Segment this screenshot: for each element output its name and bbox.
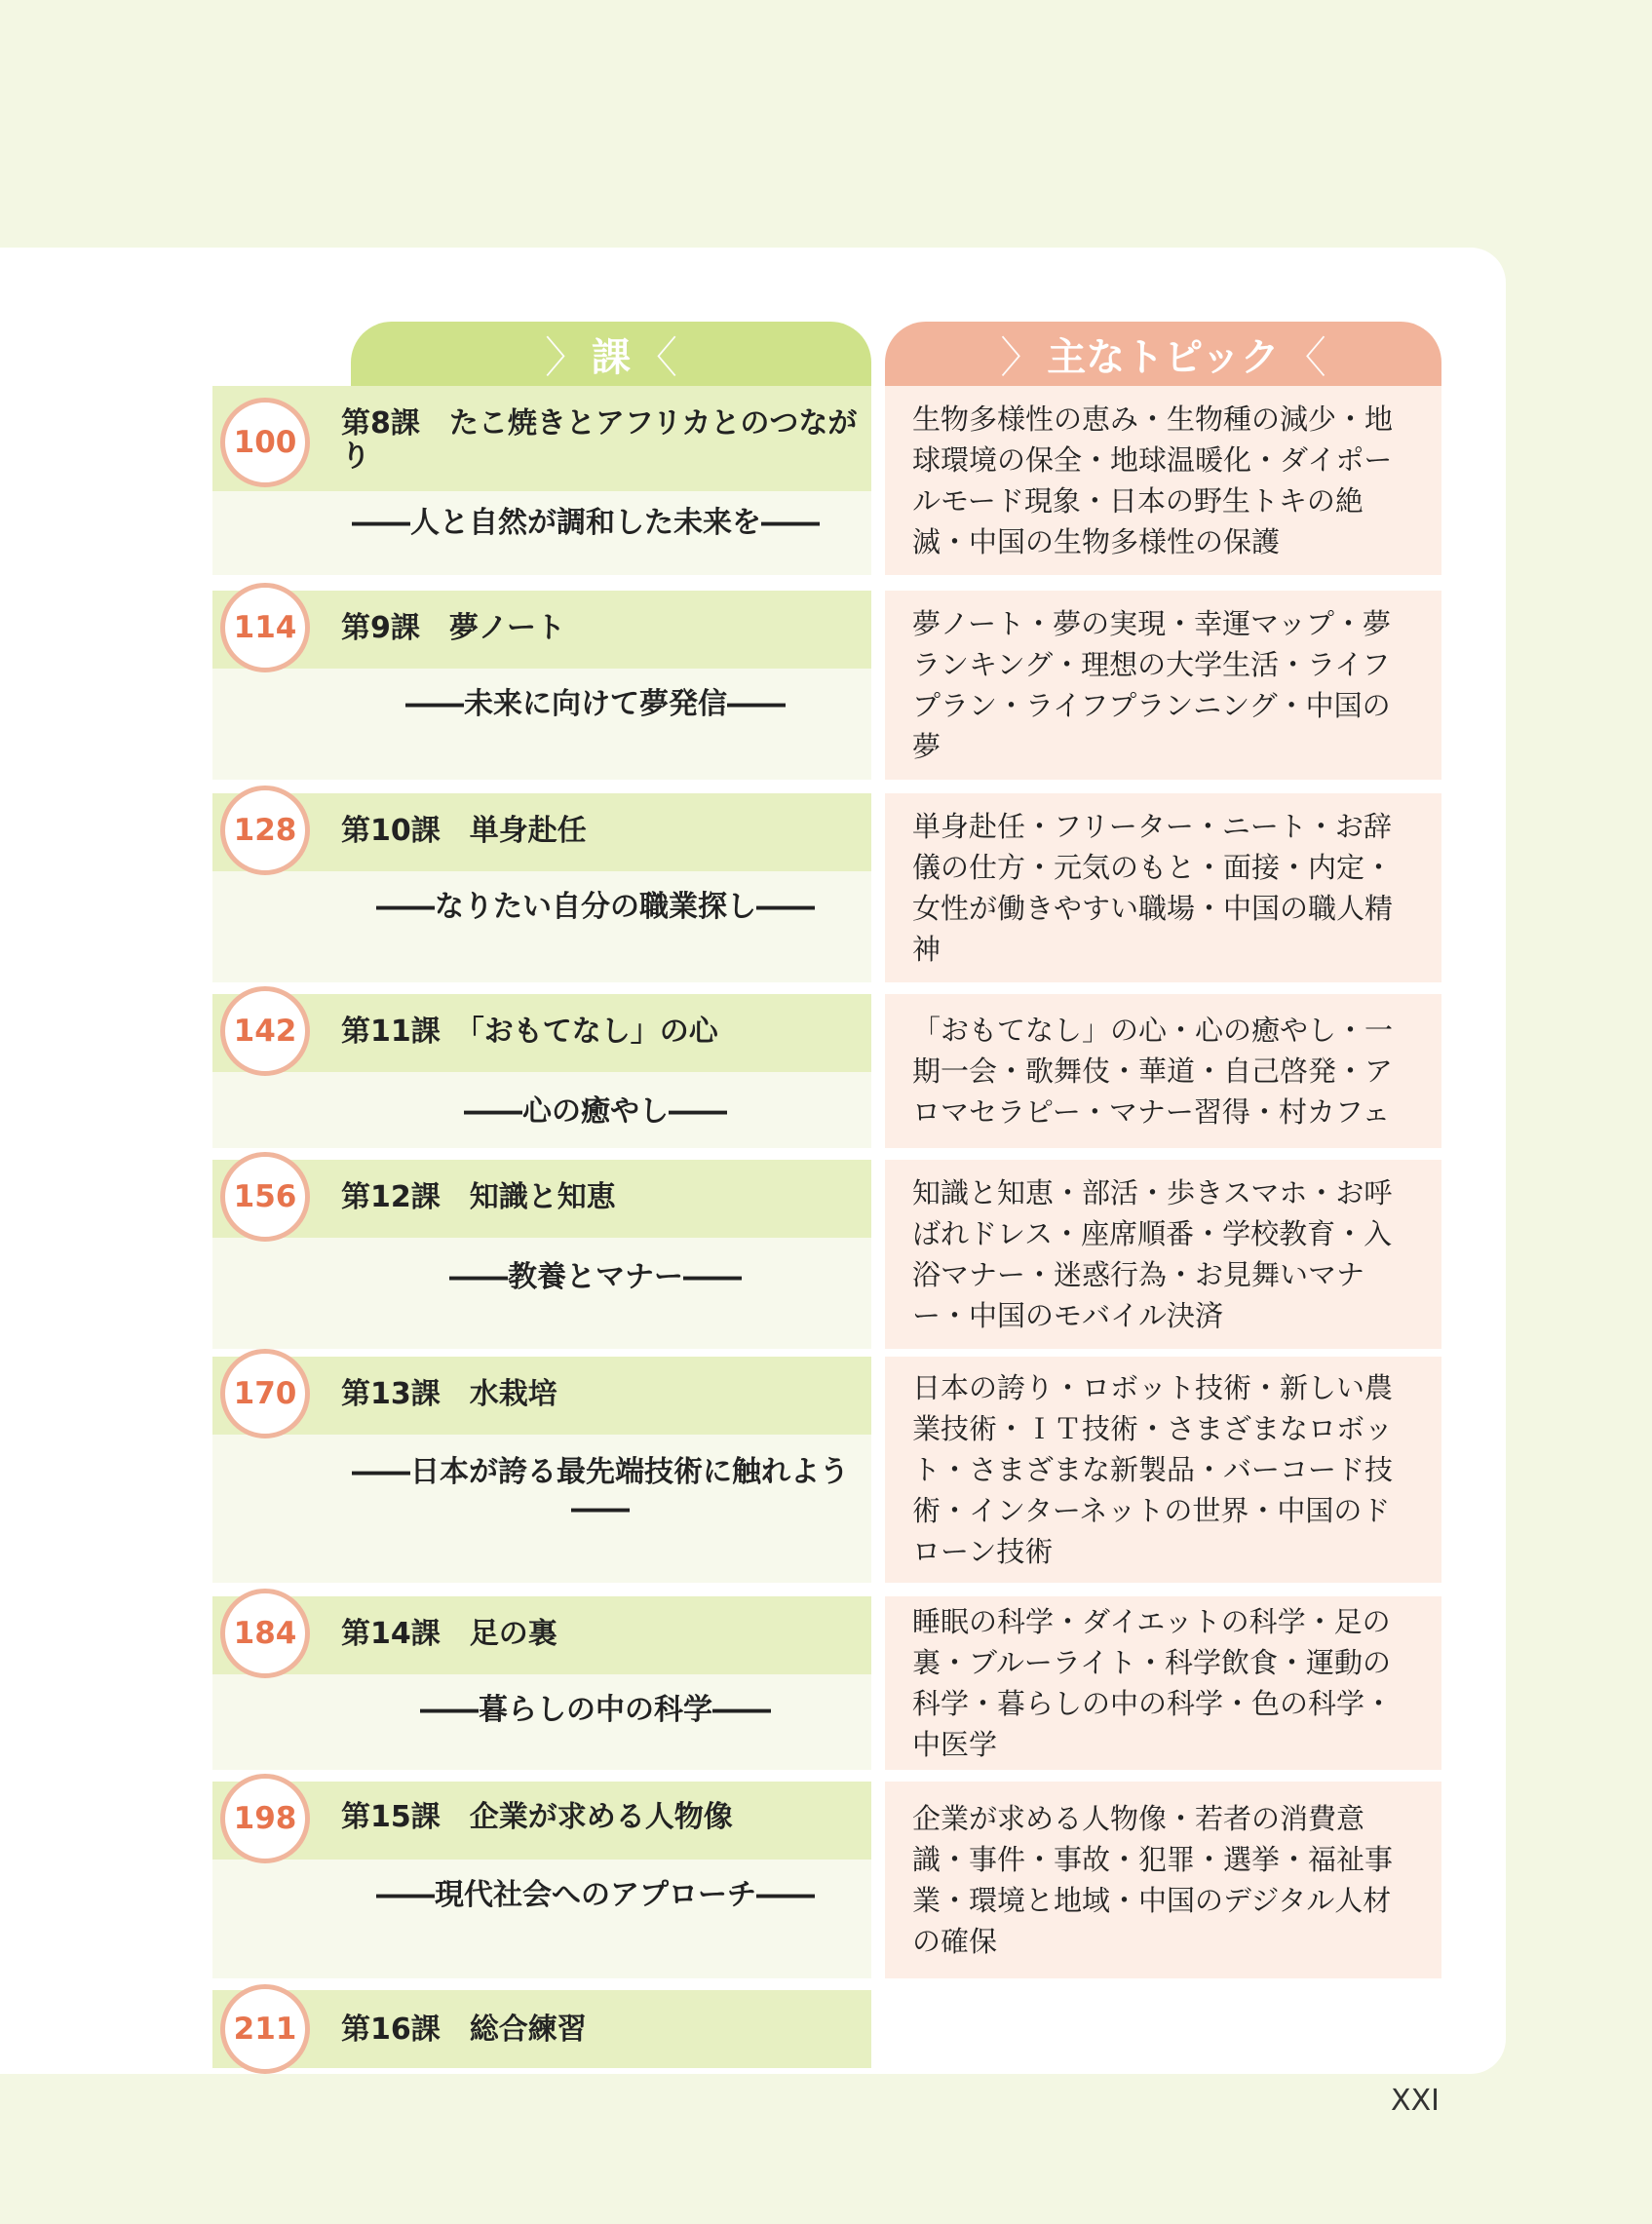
- topics-text: 知識と知恵・部活・歩きスマホ・お呼ばれドレス・座席順番・学校教育・入浴マナー・迷惑行為・お見舞いマナー・中国のモバイル決済: [912, 1176, 1393, 1332]
- lesson-cell[interactable]: [212, 793, 871, 982]
- topics-cell: [885, 1160, 1441, 1349]
- lesson-title: 第12課 知識と知恵: [341, 1180, 616, 1214]
- page-number-badge[interactable]: 170: [220, 1349, 310, 1438]
- lesson-cell[interactable]: [212, 1357, 871, 1583]
- page-number-badge[interactable]: 211: [220, 1984, 310, 2074]
- chevron-left-icon: 〈: [1283, 333, 1326, 383]
- page-number-badge[interactable]: 128: [220, 786, 310, 875]
- lesson-subtitle: ――暮らしの中の科学――: [420, 1693, 771, 1727]
- chevron-left-icon: 〈: [634, 333, 677, 383]
- lesson-title: 第8課 たこ焼きとアフリカとのつながり: [341, 406, 858, 474]
- lesson-cell[interactable]: [212, 1782, 871, 1978]
- lessons-header-label: 課: [592, 334, 631, 380]
- topics-cell: [885, 591, 1441, 780]
- lesson-cell[interactable]: [212, 386, 871, 575]
- topics-header: [885, 322, 1441, 386]
- lesson-title: 第10課 単身赴任: [341, 814, 587, 848]
- lesson-row: [0, 1160, 1652, 1349]
- lesson-title: 第11課 「おもてなし」の心: [341, 1015, 718, 1049]
- topics-text: 企業が求める人物像・若者の消費意識・事件・事故・犯罪・選挙・福祉事業・環境と地域・中国のデジタル人材の確保: [912, 1802, 1394, 1958]
- lesson-row: [0, 1782, 1652, 1978]
- topics-cell: [885, 1596, 1441, 1770]
- lesson-row: [0, 1596, 1652, 1770]
- lesson-title: 第9課 夢ノート: [341, 611, 565, 645]
- lesson-subtitle: ――人と自然が調和した未来を――: [352, 506, 820, 540]
- lesson-subtitle: ――心の癒やし――: [464, 1094, 727, 1129]
- topics-text: 単身赴任・フリーター・ニート・お辞儀の仕方・元気のもと・面接・内定・女性が働きやすい職場・中国の職人精神: [912, 810, 1394, 966]
- lesson-subtitle: ――現代社会へのアプローチ――: [376, 1878, 815, 1912]
- topics-text: 夢ノート・夢の実現・幸運マップ・夢ランキング・理想の大学生活・ライフプラン・ライフプランニング・中国の夢: [912, 607, 1391, 763]
- page-number-badge[interactable]: 114: [220, 583, 310, 672]
- lesson-row: [0, 994, 1652, 1148]
- lessons-header: [351, 322, 871, 386]
- lesson-title: 第14課 足の裏: [341, 1617, 557, 1651]
- page-number-badge[interactable]: 184: [220, 1589, 310, 1678]
- lesson-row: [0, 793, 1652, 982]
- page-number: XXI: [1391, 2084, 1440, 2118]
- topics-text: 日本の誇り・ロボット技術・新しい農業技術・ＩＴ技術・さまざまなロボット・さまざまな新製品・バーコード技術・インターネットの世界・中国のドローン技術: [912, 1371, 1394, 1568]
- lesson-row: [0, 386, 1652, 575]
- lesson-subtitle: ――教養とマナー――: [449, 1260, 742, 1294]
- chevron-right-icon: 〉: [1000, 333, 1044, 383]
- lesson-cell[interactable]: [212, 1596, 871, 1770]
- lesson-cell[interactable]: [212, 1160, 871, 1349]
- chevron-right-icon: 〉: [545, 333, 588, 383]
- topics-cell: [885, 386, 1441, 575]
- topics-header-label: 主なトピック: [1047, 334, 1280, 380]
- lesson-title: 第15課 企業が求める人物像: [341, 1800, 733, 1834]
- topics-cell: [885, 793, 1441, 982]
- lesson-row: [0, 1357, 1652, 1583]
- topics-cell: [885, 1357, 1441, 1583]
- lesson-cell[interactable]: [212, 591, 871, 780]
- topics-cell: [885, 1782, 1441, 1978]
- lesson-cell[interactable]: [212, 1990, 871, 2068]
- topics-text: 「おもてなし」の心・心の癒やし・一期一会・歌舞伎・華道・自己啓発・アロマセラピー・マナー習得・村カフェ: [912, 1014, 1394, 1129]
- topics-text: 生物多様性の恵み・生物種の減少・地球環境の保全・地球温暖化・ダイポールモード現象・日本の野生トキの絶滅・中国の生物多様性の保護: [912, 403, 1394, 558]
- lesson-row: [0, 1990, 1652, 2068]
- page-number-badge[interactable]: 142: [220, 986, 310, 1076]
- page-number-badge[interactable]: 100: [220, 398, 310, 487]
- lesson-title: 第13課 水栽培: [341, 1377, 557, 1411]
- topics-cell: [885, 994, 1441, 1148]
- lesson-title: 第16課 総合練習: [341, 2013, 587, 2047]
- topics-text: 睡眠の科学・ダイエットの科学・足の裏・ブルーライト・科学飲食・運動の科学・暮らしの中の科学・色の科学・中医学: [912, 1605, 1394, 1761]
- page-number-badge[interactable]: 156: [220, 1152, 310, 1242]
- lesson-cell[interactable]: [212, 994, 871, 1148]
- lesson-subtitle: ――なりたい自分の職業探し――: [376, 890, 815, 924]
- lesson-row: [0, 591, 1652, 780]
- lesson-subtitle: ――未来に向けて夢発信――: [405, 687, 786, 721]
- page-number-badge[interactable]: 198: [220, 1774, 310, 1863]
- lesson-subtitle: ――日本が誇る最先端技術に触れよう――: [352, 1455, 849, 1526]
